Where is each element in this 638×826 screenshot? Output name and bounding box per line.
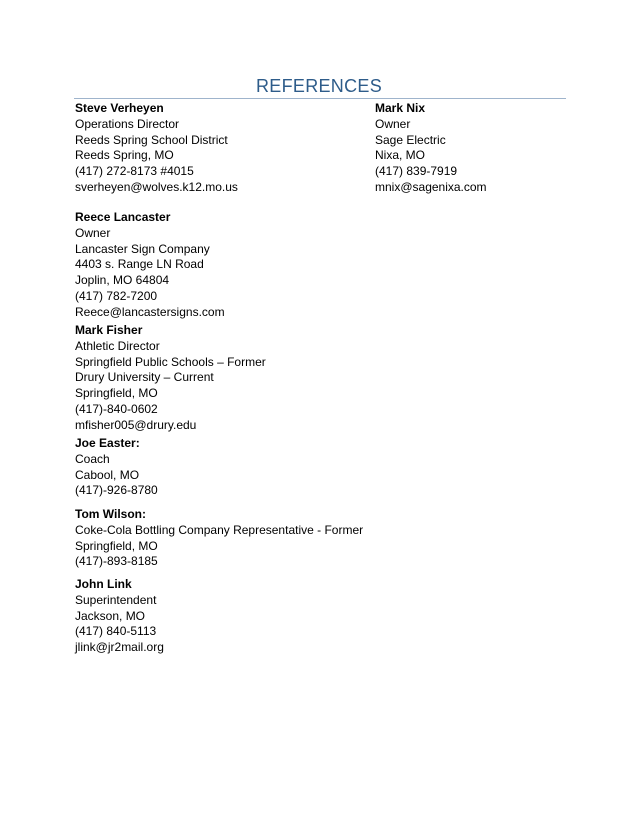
reference-email: jlink@jr2mail.org [75, 640, 164, 655]
reference-email: mnix@sagenixa.com [375, 179, 487, 194]
reference-name: Mark Nix [375, 101, 426, 115]
reference-phone: (417) 839-7919 [375, 164, 458, 179]
reference-john-link [75, 577, 164, 656]
reference-steve-verheyen [75, 101, 238, 196]
reference-organization-current: Drury University – Current [75, 370, 214, 385]
page-title: REFERENCES [255, 76, 383, 96]
reference-location: Springfield, MO [75, 538, 158, 553]
reference-email: sverheyen@wolves.k12.mo.us [75, 179, 238, 194]
reference-title: Athletic Director [75, 338, 160, 353]
reference-title: Coke-Cola Bottling Company Representative - Former [75, 522, 364, 537]
reference-name: Tom Wilson: [75, 507, 146, 521]
reference-organization: Sage Electric [375, 132, 446, 147]
reference-tom-wilson [75, 507, 363, 570]
reference-organization: Reeds Spring School District [75, 132, 228, 147]
reference-name: Reece Lancaster [75, 210, 171, 224]
reference-email: Reece@lancastersigns.com [75, 304, 225, 319]
reference-location: Springfield, MO [75, 386, 158, 401]
reference-mark-nix [375, 101, 487, 196]
reference-reece-lancaster [75, 210, 225, 321]
reference-phone: (417) 782-7200 [75, 288, 158, 303]
reference-name: Mark Fisher [75, 323, 143, 337]
reference-organization: Lancaster Sign Company [75, 241, 210, 256]
reference-title: Superintendent [75, 592, 157, 607]
reference-phone: (417)-893-8185 [75, 554, 158, 569]
reference-phone: (417)-926-8780 [75, 483, 158, 498]
reference-name: John Link [75, 577, 132, 591]
title-divider [74, 98, 566, 99]
reference-location: Cabool, MO [75, 467, 140, 482]
reference-title: Owner [375, 116, 411, 131]
reference-name: Steve Verheyen [75, 101, 164, 115]
reference-location: Jackson, MO [75, 608, 146, 623]
reference-phone: (417)-840-0602 [75, 401, 158, 416]
reference-location: Reeds Spring, MO [75, 148, 174, 163]
reference-street: 4403 s. Range LN Road [75, 257, 204, 272]
reference-joe-easter [75, 436, 158, 499]
reference-location: Nixa, MO [375, 148, 426, 163]
reference-location: Joplin, MO 64804 [75, 273, 170, 288]
reference-title: Coach [75, 451, 110, 466]
reference-mark-fisher [75, 323, 266, 434]
reference-email: mfisher005@drury.edu [75, 417, 197, 432]
reference-title: Owner [75, 225, 111, 240]
reference-title: Operations Director [75, 116, 180, 131]
reference-phone: (417) 272-8173 #4015 [75, 164, 194, 179]
reference-organization-former: Springfield Public Schools – Former [75, 354, 266, 369]
reference-name: Joe Easter: [75, 436, 140, 450]
reference-phone: (417) 840-5113 [75, 624, 157, 639]
